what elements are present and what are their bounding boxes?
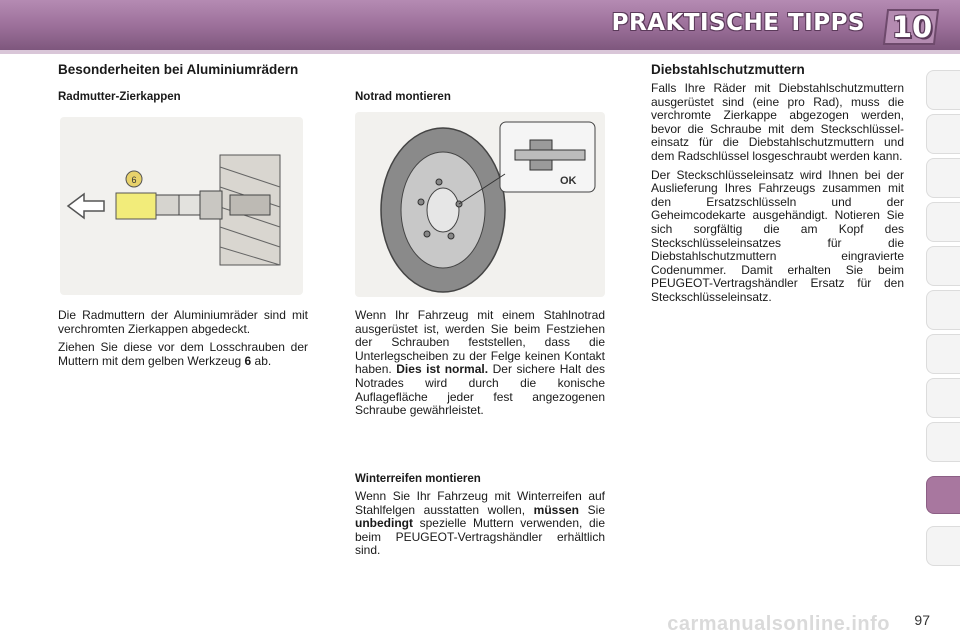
- col1-paragraph-1: Die Radmuttern der Aluminiumräder sind mit verchromten Zierkappen abgedeckt.: [58, 308, 308, 336]
- subtitle-radmutter: Radmutter-Zierkappen: [58, 91, 181, 103]
- winter-mid: Sie: [579, 502, 605, 517]
- spare-wheel-illustration: [355, 112, 605, 297]
- section-title-diebstahl: Diebstahlschutzmuttern: [651, 62, 805, 77]
- header-stripe: [0, 50, 960, 54]
- col1-p2-text: Ziehen Sie diese vor dem Losschrauben der Muttern mit dem gelben Werkzeug: [58, 340, 308, 368]
- subtitle-notrad: Notrad montieren: [355, 91, 451, 103]
- winter-bold-1: müssen: [533, 502, 580, 517]
- col2-text: [355, 309, 605, 423]
- col1-p2-end: ab.: [251, 353, 272, 368]
- chapter-tab-4[interactable]: [926, 202, 960, 242]
- right-paragraph-1: Falls Ihre Räder mit Diebstahlschutzmuttern ausgerüstet sind (eine pro Rad), muss die verchromte Zierkappe abgezogen werden, bevor die Schraube mit dem Steckschlüsseleinsatz für die Diebstahlschutzmuttern und dem Radschlüssel losgeschraubt werden kann.: [651, 81, 904, 163]
- col2-p1-text: Wenn Ihr Fahrzeug mit einem Stahlnotrad ausgerüstet ist, werden Sie beim Festziehen der Schrauben feststellen, dass die Unterlegscheiben zu der Felge keinen Kontakt haben.: [355, 308, 605, 377]
- chapter-tab-11[interactable]: [926, 526, 960, 566]
- pull-arrow-icon: [68, 194, 104, 218]
- winter-bold-2: unbedingt: [355, 516, 413, 531]
- chapter-tab-6[interactable]: [926, 290, 960, 330]
- chapter-badge: [882, 6, 942, 46]
- right-paragraph-2: Der Steckschlüsseleinsatz wird Ihnen bei der Auslieferung Ihres Fahrzeugs zusammen mit den Ersatzschlüsseln und der Geheimcodekarte ausgehändigt. Notieren Sie sich sorgfältig die am Kopf des Steckschlüsseleinsatzes für die Diebstahlschutzmuttern eingravierte Codenummer. Damit erhalten Sie beim PEUGEOT-Vertragshändler Ersatz für den Steckschlüsseleinsatz.: [651, 167, 904, 304]
- chapter-tab-10-active[interactable]: [926, 476, 960, 514]
- col2-paragraph-1: [355, 309, 605, 418]
- winter-end: spezielle Muttern verwenden, die beim PEUGEOT-Vertragshändler erhältlich sind.: [355, 516, 605, 558]
- chapter-tab-5[interactable]: [926, 246, 960, 286]
- ok-label: OK: [560, 175, 577, 187]
- chapter-tab-2[interactable]: [926, 114, 960, 154]
- chapter-tab-7[interactable]: [926, 334, 960, 374]
- figure-hubcap-tool: [60, 117, 303, 295]
- subtitle-winterreifen: Winterreifen montieren: [355, 473, 481, 485]
- chapter-tab-8[interactable]: [926, 378, 960, 418]
- section-title-alu: Besonderheiten bei Aluminiumrädern: [58, 62, 299, 77]
- col2-p1-bold: Dies ist normal.: [396, 362, 489, 377]
- col2-winter-text: [355, 490, 605, 563]
- figure-spare-wheel: [355, 112, 605, 297]
- chapter-title: PRAKTISCHE TIPPS: [611, 10, 865, 36]
- winter-text: Wenn Sie Ihr Fahrzeug mit Winterreifen auf Stahlfelgen ausstatten wollen,: [355, 489, 605, 517]
- hubcap-removal-illustration: [60, 117, 303, 295]
- chapter-tab-rail: [926, 70, 960, 575]
- page-number: 97: [914, 612, 930, 628]
- watermark: carmanualsonline.info: [667, 613, 890, 635]
- chapter-tab-9[interactable]: [926, 422, 960, 462]
- col1-text: [58, 309, 308, 373]
- tool-label: 6: [131, 175, 137, 185]
- right-text: [651, 82, 904, 310]
- col1-paragraph-2: [58, 341, 308, 368]
- chapter-tab-1[interactable]: [926, 70, 960, 110]
- col2-p1-end: Der sichere Halt des Notrades wird durch die konische Auflagefläche jeder fest angezogenen Schraube gewährleistet.: [355, 362, 605, 418]
- chapter-number: 10: [891, 10, 933, 44]
- winter-paragraph: [355, 490, 605, 558]
- tool-number: 6: [244, 353, 252, 368]
- chapter-tab-3[interactable]: [926, 158, 960, 198]
